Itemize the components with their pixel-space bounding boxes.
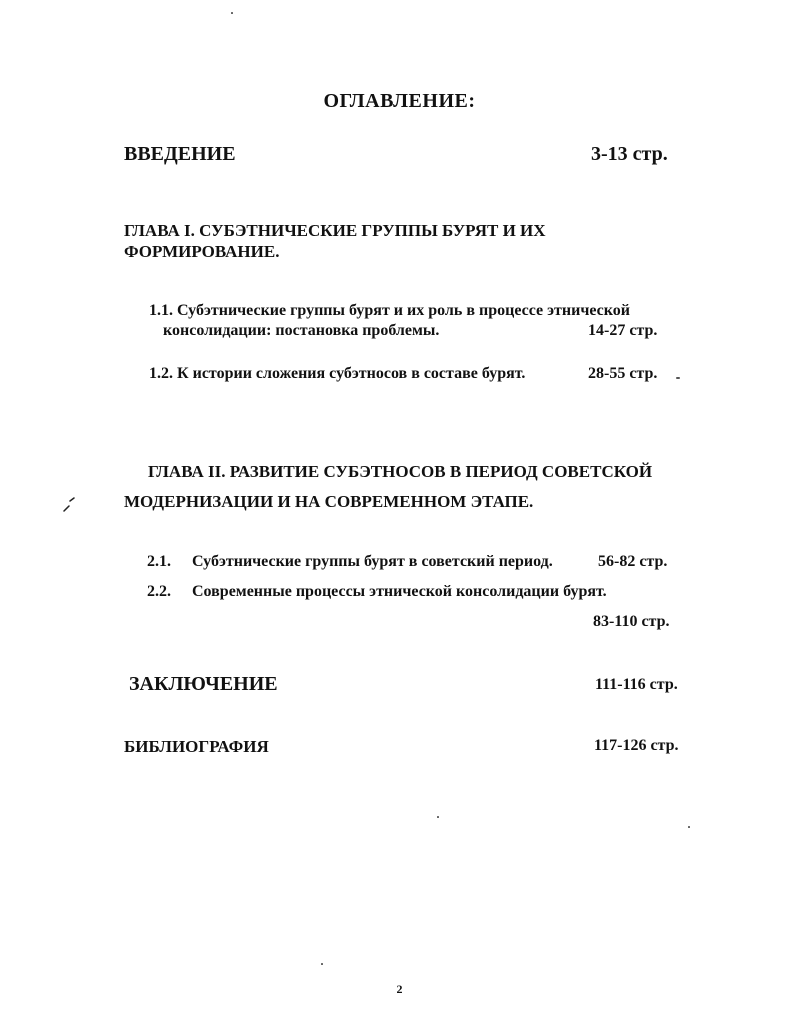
scan-speck xyxy=(231,12,233,14)
scan-speck xyxy=(321,963,323,965)
section-2-2-pages: 83-110 стр. xyxy=(593,613,670,630)
section-2-2-title: Современные процессы этнической консолидации бурят. xyxy=(192,583,607,600)
scan-speck xyxy=(688,826,690,828)
section-1-1-line2: консолидации: постановка проблемы. xyxy=(163,322,440,339)
intro-label: ВВЕДЕНИЕ xyxy=(124,143,236,165)
conclusion-pages: 111-116 стр. xyxy=(595,676,678,693)
chapter2-heading-line1: ГЛАВА II. РАЗВИТИЕ СУБЭТНОСОВ В ПЕРИОД СОВЕТСКОЙ xyxy=(148,462,653,481)
section-2-1-title: Субэтнические группы бурят в советский период. xyxy=(192,553,553,570)
chapter1-heading-line2: ФОРМИРОВАНИЕ. xyxy=(124,242,280,261)
section-2-1-number: 2.1. xyxy=(147,553,171,570)
section-1-2-pages: 28-55 стр. xyxy=(588,365,658,382)
chapter1-heading-line1: ГЛАВА I. СУБЭТНИЧЕСКИЕ ГРУППЫ БУРЯТ И ИХ xyxy=(124,221,546,240)
section-1-1-pages: 14-27 стр. xyxy=(588,322,658,339)
section-1-2-title: 1.2. К истории сложения субэтносов в составе бурят. xyxy=(149,365,526,382)
section-1-1-line1: 1.1. Субэтнические группы бурят и их роль в процессе этнической xyxy=(149,302,630,319)
section-2-2-number: 2.2. xyxy=(147,583,171,600)
bibliography-pages: 117-126 стр. xyxy=(594,737,679,754)
scan-speck xyxy=(676,377,680,379)
conclusion-label: ЗАКЛЮЧЕНИЕ xyxy=(129,673,278,695)
toc-title: ОГЛАВЛЕНИЕ: xyxy=(323,90,476,112)
page-number: 2 xyxy=(396,982,403,996)
chapter2-heading-line2: МОДЕРНИЗАЦИИ И НА СОВРЕМЕННОМ ЭТАПЕ. xyxy=(124,492,534,511)
scan-speck xyxy=(437,816,439,818)
pen-mark-icon xyxy=(60,495,80,515)
section-2-1-pages: 56-82 стр. xyxy=(598,553,668,570)
bibliography-label: БИБЛИОГРАФИЯ xyxy=(124,737,269,756)
intro-pages: 3-13 стр. xyxy=(591,143,668,165)
